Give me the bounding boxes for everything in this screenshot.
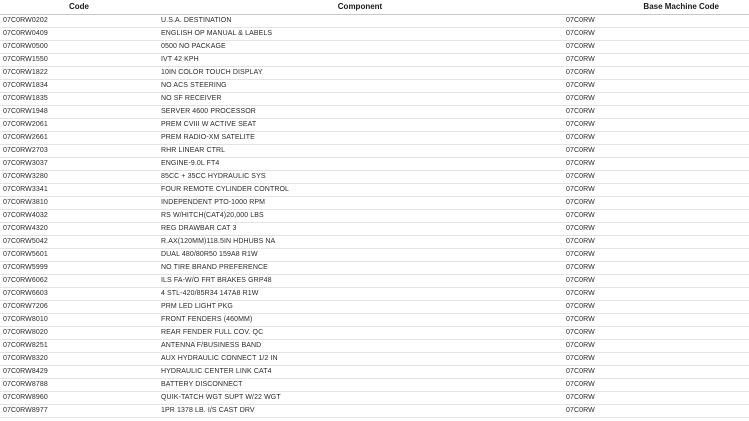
base-machine-code-cell: 07C0RW xyxy=(562,80,749,93)
table-row[interactable] xyxy=(0,288,749,301)
base-machine-code-cell: 07C0RW xyxy=(562,301,749,314)
code-cell: 07C0RW8788 xyxy=(0,379,158,392)
table-row[interactable] xyxy=(0,210,749,223)
code-cell: 07C0RW8010 xyxy=(0,314,158,327)
base-machine-code-cell: 07C0RW xyxy=(562,405,749,418)
table-row[interactable] xyxy=(0,405,749,418)
base-machine-code-cell: 07C0RW xyxy=(562,119,749,132)
base-machine-code-cell: 07C0RW xyxy=(562,41,749,54)
base-machine-code-cell: 07C0RW xyxy=(562,132,749,145)
code-cell: 07C0RW6062 xyxy=(0,275,158,288)
component-cell: ILS FA-W/O FRT BRAKES GRP48 xyxy=(158,275,562,288)
table-row[interactable] xyxy=(0,223,749,236)
code-cell: 07C0RW1822 xyxy=(0,67,158,80)
component-cell: PREM CVIII W ACTIVE SEAT xyxy=(158,119,562,132)
table-row[interactable] xyxy=(0,119,749,132)
component-cell: RS W/HITCH(CAT4)20,000 LBS xyxy=(158,210,562,223)
component-cell: 4 STL-420/85R34 147A8 R1W xyxy=(158,288,562,301)
code-cell: 07C0RW0409 xyxy=(0,28,158,41)
component-cell: ENGLISH OP MANUAL & LABELS xyxy=(158,28,562,41)
component-cell: FRONT FENDERS (460MM) xyxy=(158,314,562,327)
component-cell: REAR FENDER FULL COV. QC xyxy=(158,327,562,340)
code-cell: 07C0RW8251 xyxy=(0,340,158,353)
base-machine-code-cell: 07C0RW xyxy=(562,54,749,67)
component-cell: ENGINE-9.0L FT4 xyxy=(158,158,562,171)
code-cell: 07C0RW5042 xyxy=(0,236,158,249)
table-row[interactable] xyxy=(0,93,749,106)
base-machine-code-cell: 07C0RW xyxy=(562,314,749,327)
code-cell: 07C0RW3037 xyxy=(0,158,158,171)
component-cell: NO TIRE BRAND PREFERENCE xyxy=(158,262,562,275)
table-row[interactable] xyxy=(0,28,749,41)
code-cell: 07C0RW5601 xyxy=(0,249,158,262)
base-machine-code-cell: 07C0RW xyxy=(562,158,749,171)
component-cell: PRM LED LIGHT PKG xyxy=(158,301,562,314)
base-machine-code-cell: 07C0RW xyxy=(562,197,749,210)
code-cell: 07C0RW1550 xyxy=(0,54,158,67)
base-machine-code-cell: 07C0RW xyxy=(562,249,749,262)
base-machine-code-cell: 07C0RW xyxy=(562,275,749,288)
code-cell: 07C0RW4032 xyxy=(0,210,158,223)
table-row[interactable] xyxy=(0,249,749,262)
table-row[interactable] xyxy=(0,236,749,249)
table-row[interactable] xyxy=(0,54,749,67)
table-row[interactable] xyxy=(0,197,749,210)
base-machine-code-cell: 07C0RW xyxy=(562,28,749,41)
code-cell: 07C0RW3280 xyxy=(0,171,158,184)
table-row[interactable] xyxy=(0,327,749,340)
base-machine-code-cell: 07C0RW xyxy=(562,340,749,353)
component-cell: AUX HYDRAULIC CONNECT 1/2 IN xyxy=(158,353,562,366)
code-cell: 07C0RW6603 xyxy=(0,288,158,301)
component-cell: HYDRAULIC CENTER LINK CAT4 xyxy=(158,366,562,379)
component-cell: NO ACS STEERING xyxy=(158,80,562,93)
code-cell: 07C0RW3341 xyxy=(0,184,158,197)
component-cell: SERVER 4600 PROCESSOR xyxy=(158,106,562,119)
table-body xyxy=(0,15,749,418)
base-machine-code-cell: 07C0RW xyxy=(562,288,749,301)
component-cell: QUIK-TATCH WGT SUPT W/22 WGT xyxy=(158,392,562,405)
component-cell: ANTENNA F/BUSINESS BAND xyxy=(158,340,562,353)
table-row[interactable] xyxy=(0,184,749,197)
table-row[interactable] xyxy=(0,353,749,366)
code-cell: 07C0RW8960 xyxy=(0,392,158,405)
table-row[interactable] xyxy=(0,106,749,119)
table-row[interactable] xyxy=(0,80,749,93)
base-machine-code-cell: 07C0RW xyxy=(562,223,749,236)
code-cell: 07C0RW1834 xyxy=(0,80,158,93)
component-cell: U.S.A. DESTINATION xyxy=(158,15,562,28)
component-cell: 10IN COLOR TOUCH DISPLAY xyxy=(158,67,562,80)
component-cell: RHR LINEAR CTRL xyxy=(158,145,562,158)
table-row[interactable] xyxy=(0,132,749,145)
component-cell: 1PR 1378 LB. I/S CAST DRV xyxy=(158,405,562,418)
base-machine-code-cell: 07C0RW xyxy=(562,145,749,158)
table-header xyxy=(0,0,749,15)
component-cell: FOUR REMOTE CYLINDER CONTROL xyxy=(158,184,562,197)
code-cell: 07C0RW0202 xyxy=(0,15,158,28)
code-cell: 07C0RW8977 xyxy=(0,405,158,418)
base-machine-code-cell: 07C0RW xyxy=(562,210,749,223)
component-cell: 85CC + 35CC HYDRAULIC SYS xyxy=(158,171,562,184)
table-row[interactable] xyxy=(0,366,749,379)
base-machine-code-cell: 07C0RW xyxy=(562,93,749,106)
table-row[interactable] xyxy=(0,340,749,353)
component-cell: BATTERY DISCONNECT xyxy=(158,379,562,392)
table-row[interactable] xyxy=(0,301,749,314)
code-cell: 07C0RW1835 xyxy=(0,93,158,106)
component-cell: DUAL 480/80R50 159A8 R1W xyxy=(158,249,562,262)
table-row[interactable] xyxy=(0,379,749,392)
code-cell: 07C0RW3810 xyxy=(0,197,158,210)
component-cell: REG DRAWBAR CAT 3 xyxy=(158,223,562,236)
base-machine-code-cell: 07C0RW xyxy=(562,327,749,340)
table-row[interactable] xyxy=(0,41,749,54)
code-cell: 07C0RW2661 xyxy=(0,132,158,145)
table-row[interactable] xyxy=(0,171,749,184)
base-machine-code-cell: 07C0RW xyxy=(562,366,749,379)
base-machine-code-cell: 07C0RW xyxy=(562,392,749,405)
base-machine-code-cell: 07C0RW xyxy=(562,171,749,184)
base-machine-code-cell: 07C0RW xyxy=(562,67,749,80)
component-cell: IVT 42 KPH xyxy=(158,54,562,67)
component-cell: NO SF RECEIVER xyxy=(158,93,562,106)
table-row[interactable] xyxy=(0,262,749,275)
base-machine-code-cell: 07C0RW xyxy=(562,353,749,366)
code-cell: 07C0RW0500 xyxy=(0,41,158,54)
table-row[interactable] xyxy=(0,275,749,288)
header-row xyxy=(0,0,749,15)
code-cell: 07C0RW8320 xyxy=(0,353,158,366)
code-cell: 07C0RW2703 xyxy=(0,145,158,158)
component-cell: 0500 NO PACKAGE xyxy=(158,41,562,54)
table-row[interactable] xyxy=(0,392,749,405)
base-machine-code-cell: 07C0RW xyxy=(562,379,749,392)
code-cell: 07C0RW8020 xyxy=(0,327,158,340)
code-cell: 07C0RW8429 xyxy=(0,366,158,379)
table-row[interactable] xyxy=(0,158,749,171)
table-row[interactable] xyxy=(0,67,749,80)
column-header-component[interactable]: Component xyxy=(158,0,562,15)
column-header-code[interactable]: Code xyxy=(0,0,158,15)
base-machine-code-cell: 07C0RW xyxy=(562,236,749,249)
component-cell: INDEPENDENT PTO-1000 RPM xyxy=(158,197,562,210)
code-cell: 07C0RW5999 xyxy=(0,262,158,275)
column-header-base-machine-code[interactable]: Base Machine Code xyxy=(562,0,749,15)
component-cell: PREM RADIO-XM SATELITE xyxy=(158,132,562,145)
table-row[interactable] xyxy=(0,145,749,158)
base-machine-code-cell: 07C0RW xyxy=(562,106,749,119)
base-machine-code-cell: 07C0RW xyxy=(562,15,749,28)
base-machine-code-cell: 07C0RW xyxy=(562,262,749,275)
code-cell: 07C0RW4320 xyxy=(0,223,158,236)
base-machine-code-cell: 07C0RW xyxy=(562,184,749,197)
code-cell: 07C0RW1948 xyxy=(0,106,158,119)
table-row[interactable] xyxy=(0,314,749,327)
component-cell: R.AX(120MM)118.5IN HDHUBS NA xyxy=(158,236,562,249)
table-row[interactable] xyxy=(0,15,749,28)
code-cell: 07C0RW7206 xyxy=(0,301,158,314)
code-cell: 07C0RW2061 xyxy=(0,119,158,132)
